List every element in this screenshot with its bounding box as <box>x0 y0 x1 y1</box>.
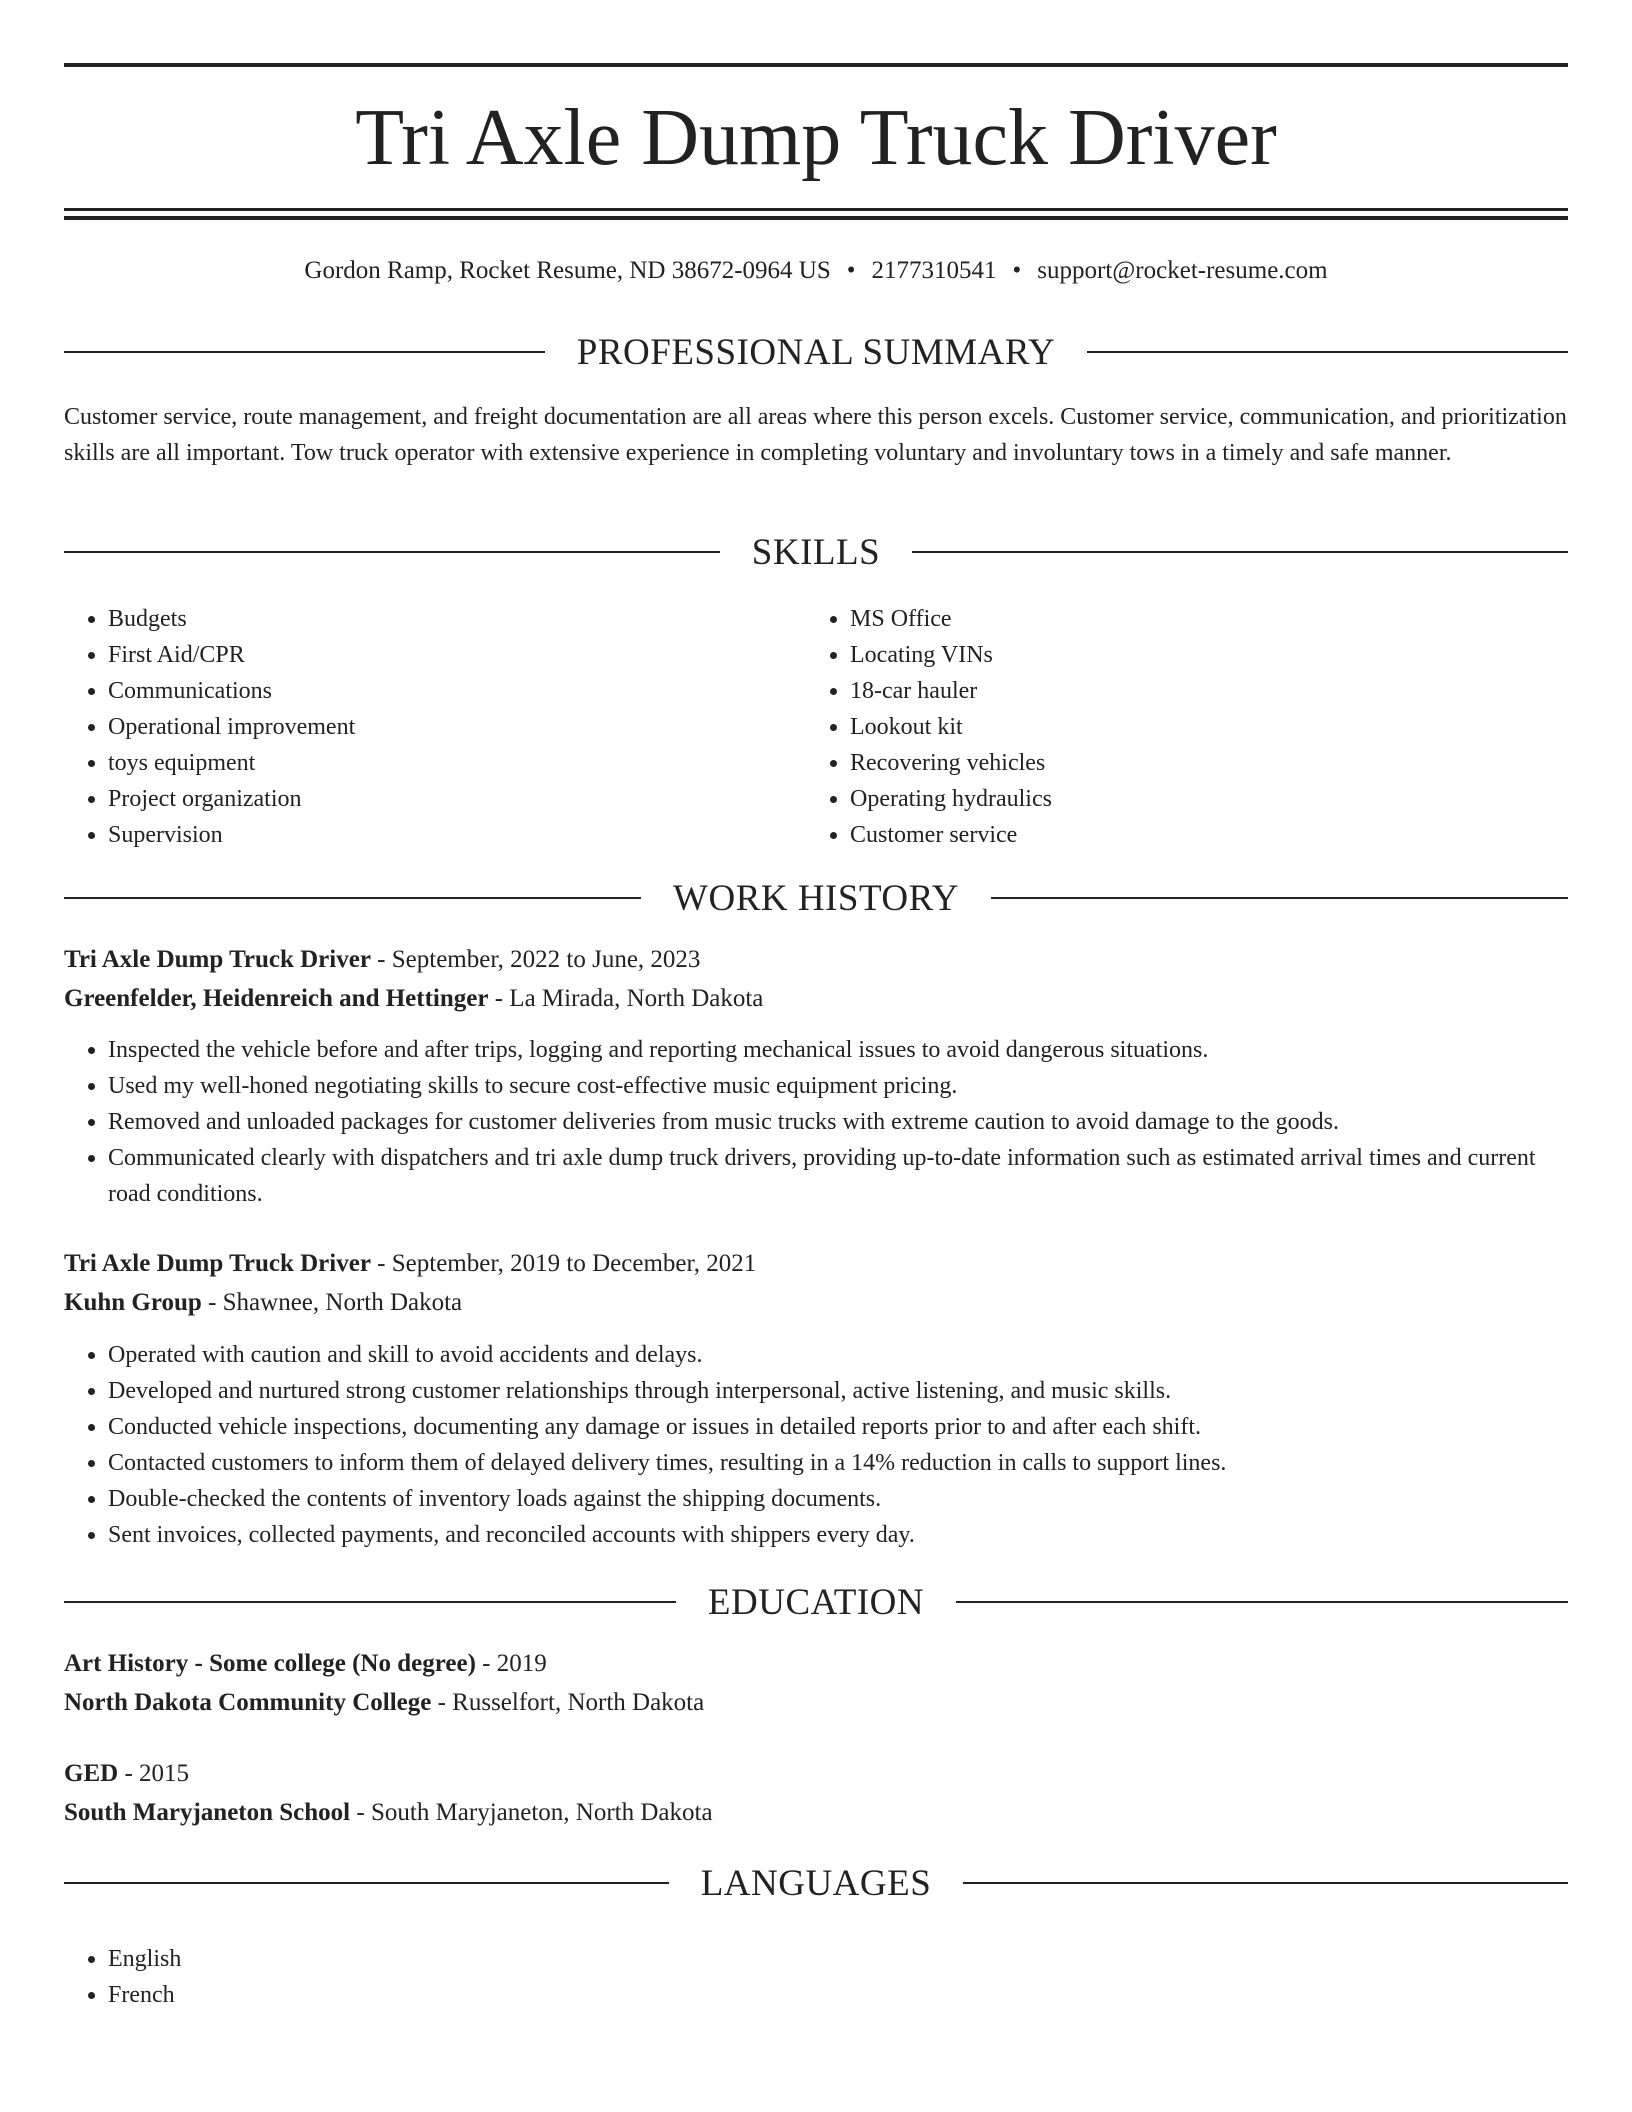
contact-separator: • <box>846 257 856 284</box>
education-degree: Art History - Some college (No degree) <box>64 1650 476 1677</box>
job-title-line <box>64 1245 1568 1283</box>
section-header-work <box>64 876 1568 920</box>
section-rule-right <box>1087 351 1568 353</box>
skill-item: • Project organization <box>108 781 764 817</box>
contact-separator: • <box>1012 257 1022 284</box>
skill-item: • Budgets <box>108 601 764 637</box>
section-header-education <box>64 1580 1568 1624</box>
section-title-summary: PROFESSIONAL SUMMARY <box>576 331 1056 373</box>
job-bullet: • Communicated clearly with dispatchers and tri axle dump truck drivers, providing up-to-date information such as estimated arrival times and current road conditions. <box>108 1140 1568 1212</box>
job-bullet: • Contacted customers to inform them of delayed delivery times, resulting in a 14% reduction in calls to support lines. <box>108 1445 1568 1481</box>
skill-item: • Supervision <box>108 817 764 853</box>
skills-column-right <box>806 601 1506 853</box>
job-location: - Shawnee, North Dakota <box>201 1289 463 1316</box>
section-title-skills: SKILLS <box>751 531 881 573</box>
skill-item: • Locating VINs <box>850 637 1506 673</box>
job-title-line <box>64 941 1568 979</box>
job-bullet: • Inspected the vehicle before and after trips, logging and reporting mechanical issues to avoid dangerous situations. <box>108 1032 1568 1068</box>
contact-line <box>64 254 1568 288</box>
language-item: • French <box>108 1977 181 2013</box>
summary-text: Customer service, route management, and freight documentation are all areas where this person excels. Customer service, communication, and prioritization skills are all important. Tow truck operator with extensive experience in completing voluntary and involuntary tows in a timely and safe manner. <box>64 404 1567 466</box>
skill-item: • 18-car hauler <box>850 673 1506 709</box>
language-item: • English <box>108 1941 181 1977</box>
skill-item: • Lookout kit <box>850 709 1506 745</box>
job-title: Tri Axle Dump Truck Driver <box>64 946 371 973</box>
job-bullet: • Double-checked the contents of inventory loads against the shipping documents. <box>108 1481 1568 1517</box>
languages-list <box>64 1941 181 2013</box>
job-company: Kuhn Group <box>64 1289 202 1316</box>
skill-item: • toys equipment <box>108 745 764 781</box>
contact-email: support@rocket-resume.com <box>1037 257 1328 284</box>
section-rule-left <box>64 1882 669 1884</box>
job-company: Greenfelder, Heidenreich and Hettinger <box>64 985 489 1012</box>
education-location: - South Maryjaneton, North Dakota <box>350 1799 713 1826</box>
job-location: - La Mirada, North Dakota <box>488 985 764 1012</box>
skills-column-left <box>64 601 764 853</box>
job-dates: - September, 2019 to December, 2021 <box>370 1250 757 1277</box>
skill-item: • Customer service <box>850 817 1506 853</box>
header-double-rule-lower <box>64 216 1568 220</box>
education-degree-line <box>64 1645 1568 1683</box>
section-rule-left <box>64 897 641 899</box>
job-bullets <box>64 1032 1568 1212</box>
contact-phone: 2177310541 <box>871 257 997 284</box>
top-rule <box>64 63 1568 67</box>
section-rule-left <box>64 551 720 553</box>
job-company-line <box>64 1284 1568 1322</box>
education-degree: GED <box>64 1760 119 1787</box>
section-header-skills <box>64 530 1568 574</box>
skill-item: • Recovering vehicles <box>850 745 1506 781</box>
section-title-education: EDUCATION <box>707 1581 925 1623</box>
education-year: - 2015 <box>118 1760 190 1787</box>
education-location: - Russelfort, North Dakota <box>431 1689 705 1716</box>
job-company-line <box>64 980 1568 1018</box>
education-degree-line <box>64 1755 1568 1793</box>
job-title: Tri Axle Dump Truck Driver <box>64 1250 371 1277</box>
section-rule-left <box>64 1601 676 1603</box>
resume-title: Tri Axle Dump Truck Driver <box>355 94 1277 182</box>
section-rule-right <box>991 897 1568 899</box>
section-header-languages <box>64 1861 1568 1905</box>
header-double-rule-upper <box>64 208 1568 211</box>
skill-item: • Communications <box>108 673 764 709</box>
job-bullet: • Used my well-honed negotiating skills to secure cost-effective music equipment pricing. <box>108 1068 1568 1104</box>
education-school: North Dakota Community College <box>64 1689 432 1716</box>
section-title-work: WORK HISTORY <box>673 877 959 919</box>
education-school-line <box>64 1684 1568 1722</box>
skill-item: • Operating hydraulics <box>850 781 1506 817</box>
section-header-summary <box>64 330 1568 374</box>
education-year: - 2019 <box>475 1650 547 1677</box>
skill-item: • First Aid/CPR <box>108 637 764 673</box>
job-bullets <box>64 1337 1568 1553</box>
skill-item: • Operational improvement <box>108 709 764 745</box>
contact-address: Gordon Ramp, Rocket Resume, ND 38672-0964 US <box>304 257 831 284</box>
job-bullet: • Developed and nurtured strong customer relationships through interpersonal, active listening, and music skills. <box>108 1373 1568 1409</box>
section-rule-right <box>956 1601 1568 1603</box>
section-rule-left <box>64 351 545 353</box>
section-rule-right <box>963 1882 1568 1884</box>
job-bullet: • Removed and unloaded packages for customer deliveries from music trucks with extreme caution to avoid damage to the goods. <box>108 1104 1568 1140</box>
education-school: South Maryjaneton School <box>64 1799 351 1826</box>
section-rule-right <box>912 551 1568 553</box>
section-title-languages: LANGUAGES <box>700 1862 932 1904</box>
education-school-line <box>64 1794 1568 1832</box>
job-bullet: • Operated with caution and skill to avoid accidents and delays. <box>108 1337 1568 1373</box>
skill-item: • MS Office <box>850 601 1506 637</box>
job-bullet: • Sent invoices, collected payments, and reconciled accounts with shippers every day. <box>108 1517 1568 1553</box>
job-dates: - September, 2022 to June, 2023 <box>370 946 701 973</box>
job-bullet: • Conducted vehicle inspections, documenting any damage or issues in detailed reports prior to and after each shift. <box>108 1409 1568 1445</box>
